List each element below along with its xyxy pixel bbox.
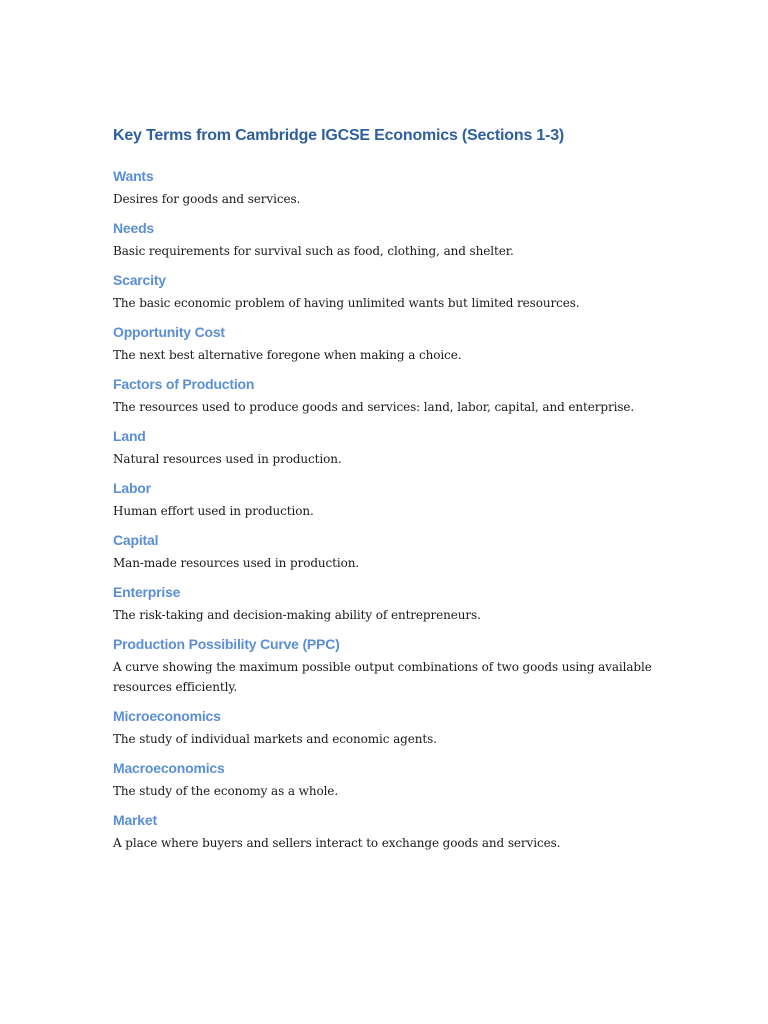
term-heading: Needs [113,220,155,236]
term-heading: Capital [113,532,159,548]
term-heading: Enterprise [113,584,181,600]
document-title: Key Terms from Cambridge IGCSE Economics (Sections 1-3) [113,127,565,144]
term-heading: Market [113,812,157,828]
document-page [113,121,673,857]
term-heading: Microeconomics [113,708,221,724]
term-definition: Natural resources used in production. [113,452,342,466]
term-heading: Production Possibility Curve (PPC) [113,636,340,652]
term-entry [113,215,673,261]
term-definition: Desires for goods and services. [113,192,301,206]
term-heading: Macroeconomics [113,760,225,776]
term-heading: Factors of Production [113,376,255,392]
term-entry [113,703,673,749]
term-entry [113,371,673,417]
term-heading: Labor [113,480,151,496]
term-entry [113,807,673,853]
term-definition: Human effort used in production. [113,504,314,518]
term-definition: The next best alternative foregone when making a choice. [113,348,462,362]
term-definition: The basic economic problem of having unlimited wants but limited resources. [113,296,580,310]
term-definition: A place where buyers and sellers interact to exchange goods and services. [113,836,561,850]
term-heading: Land [113,428,146,444]
term-entry [113,423,673,469]
term-definition: A curve showing the maximum possible output combinations of two goods using available resources efficiently. [113,660,652,694]
term-definition: The resources used to produce goods and services: land, labor, capital, and enterprise. [113,400,635,414]
term-heading: Scarcity [113,272,166,288]
term-entry [113,631,673,697]
term-entry [113,475,673,521]
term-heading: Opportunity Cost [113,324,225,340]
term-definition: Basic requirements for survival such as food, clothing, and shelter. [113,244,514,258]
term-heading: Wants [113,168,154,184]
term-definition: Man-made resources used in production. [113,556,360,570]
term-definition: The study of the economy as a whole. [113,784,339,798]
term-entry [113,267,673,313]
term-entry [113,579,673,625]
term-definition: The risk-taking and decision-making ability of entrepreneurs. [113,608,481,622]
term-definition: The study of individual markets and economic agents. [113,732,437,746]
term-entry [113,755,673,801]
term-entry [113,319,673,365]
term-entry [113,163,673,209]
term-entry [113,527,673,573]
